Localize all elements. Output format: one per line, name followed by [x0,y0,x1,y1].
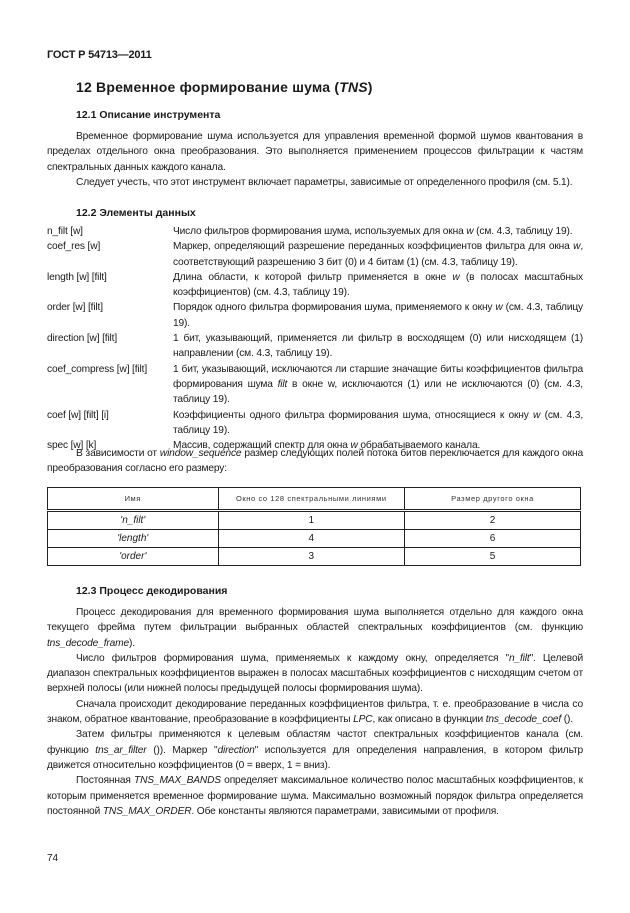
table-cell: 3 [218,548,405,566]
table-header-row [48,488,581,511]
definition-desc: Массив, содержащий спектр для окна w обрабатываемого канала. [173,440,481,452]
definition-desc: Порядок одного фильтра формирования шума, применяемого к окну w (см. 4.3, таблицу 19). [173,302,583,329]
paragraph: Следует учесть, что этот инструмент включает параметры, зависимые от определенного профиля (см. 5.1). [76,176,573,188]
paragraph: Сначала происходит декодирование переданных коэффициентов фильтра, т. е. преобразование в числа со знаком, обратное квантование, преобразование в коэффициенты LPC, как описано в функции tns_decode_coef (). [47,698,583,726]
definition-term: coef_compress [w] [filt] [47,363,148,375]
section-12-1-body [47,129,583,190]
definition-term: coef_res [w] [47,241,101,253]
definition-row [47,331,583,362]
table-cell: 1 [218,511,405,530]
definition-desc: Число фильтров формирования шума, используемых для окна w (см. 4.3, таблицу 19). [173,226,573,237]
definition-desc: 1 бит, указывающий, исключаются ли старшие значащие биты коэффициентов фильтра формирования шума filt в окне w, исключаются (1) или не исключаются (0) (см. 4.3, таблицу 19). [173,363,583,406]
definition-term: coef [w] [filt] [i] [47,409,109,421]
definition-desc: Маркер, определяющий разрешение переданных коэффициентов фильтра для окна w, соответствующий разрешению 3 бит (0) и 4 битам (1) (см. 4.3, таблицу 19). [173,241,583,268]
paragraph: Затем фильтры применяются к целевым областям частот спектральных коэффициентов канала (см. функцию tns_ar_filter ()). Маркер "direction" используется для определения направления, в котором фильтр движется относительно коэффициентов (0 = вверх, 1 = вниз). [47,729,583,771]
table-cell: 'length' [48,530,219,548]
column-header-other-window: Размер другого окна [405,488,581,511]
definition-row [47,239,583,270]
subsection-heading-12-3: 12.3 Процесс декодирования [76,585,228,597]
table-cell: 'n_filt' [48,511,219,530]
column-header-name: Имя [48,488,219,511]
definition-term: direction [w] [filt] [47,333,118,345]
definition-row [47,362,583,408]
section-title-abbrev: TNS [339,79,368,95]
paragraph: Число фильтров формирования шума, применяемых к каждому окну, определяется "n_filt". Целевой диапазон спектральных коэффициентов выражен в полосах масштабных коэффициентов с нисходящим счетом от верхней полосы (или нижней полосы предыдущей полосы формирования шума). [47,652,583,695]
paragraph: Процесс декодирования для временного формирования шума выполняется отдельно для каждого окна текущего фрейма путем фильтрации выбранных областей спектральных коэффициентов (см. функцию tns_decode_frame). [47,607,583,649]
definition-term: spec [w] [k] [47,440,97,452]
table-cell: 4 [218,530,405,548]
definition-desc: Коэффициенты одного фильтра формирования шума, относящиеся к окну w (см. 4.3, таблицу 19). [173,409,583,436]
definition-row [47,270,583,301]
table-cell: 'order' [48,548,219,566]
section-title-close: ) [367,79,373,95]
section-title [76,79,373,95]
page-number: 74 [47,853,59,864]
paragraph: Временное формирование шума используется для управления временной формой шумов квантования в пределах отдельного окна преобразования. Это выполняется применением процессов фильтрации к частям спектральных данных каждого канала. [47,131,583,173]
table-cell: 6 [405,530,581,548]
definition-row [47,408,583,439]
table-row [48,548,581,566]
definition-row [47,300,583,331]
subsection-heading-12-2: 12.2 Элементы данных [76,207,196,219]
definition-desc: 1 бит, указывающий, применяется ли фильтр в восходящем (0) или нисходящем (1) направлении (см. 4.3, таблицу 19). [173,333,583,360]
definition-term: n_filt [w] [47,226,83,237]
definition-term: order [w] [filt] [47,302,103,314]
definition-row [47,224,583,239]
table-cell: 5 [405,548,581,566]
window-sequence-note [47,446,583,477]
definition-desc: Длина области, к которой фильтр применяется в окне w (в полосах масштабных коэффициентов) (см. 4.3, таблицу 19). [173,271,583,299]
section-title-text: 12 Временное формирование шума ( [76,79,340,95]
subsection-heading-12-1: 12.1 Описание инструмента [76,109,221,121]
column-header-128-lines: Окно со 128 спектральными линиями [218,488,405,511]
table-row [48,530,581,548]
table-row [48,511,581,530]
paragraph: В зависимости от window_sequence размер следующих полей потока битов переключается для каждого окна преобразования согласно его размеру: [47,448,583,475]
table-cell: 2 [405,511,581,530]
paragraph: Постоянная TNS_MAX_BANDS определяет максимальное количество полос масштабных коэффициентов, к которым применяется временное формирование шума. Максимально возможный порядок фильтра определяется постоянной TNS_MAX_ORDER. Обе константы являются параметрами, зависимыми от профиля. [47,775,583,817]
data-elements-list [47,224,583,453]
standard-id-header: ГОСТ Р 54713—2011 [47,49,152,61]
definition-term: length [w] [filt] [47,271,107,283]
field-size-table [47,487,581,566]
section-12-3-body [47,605,583,819]
